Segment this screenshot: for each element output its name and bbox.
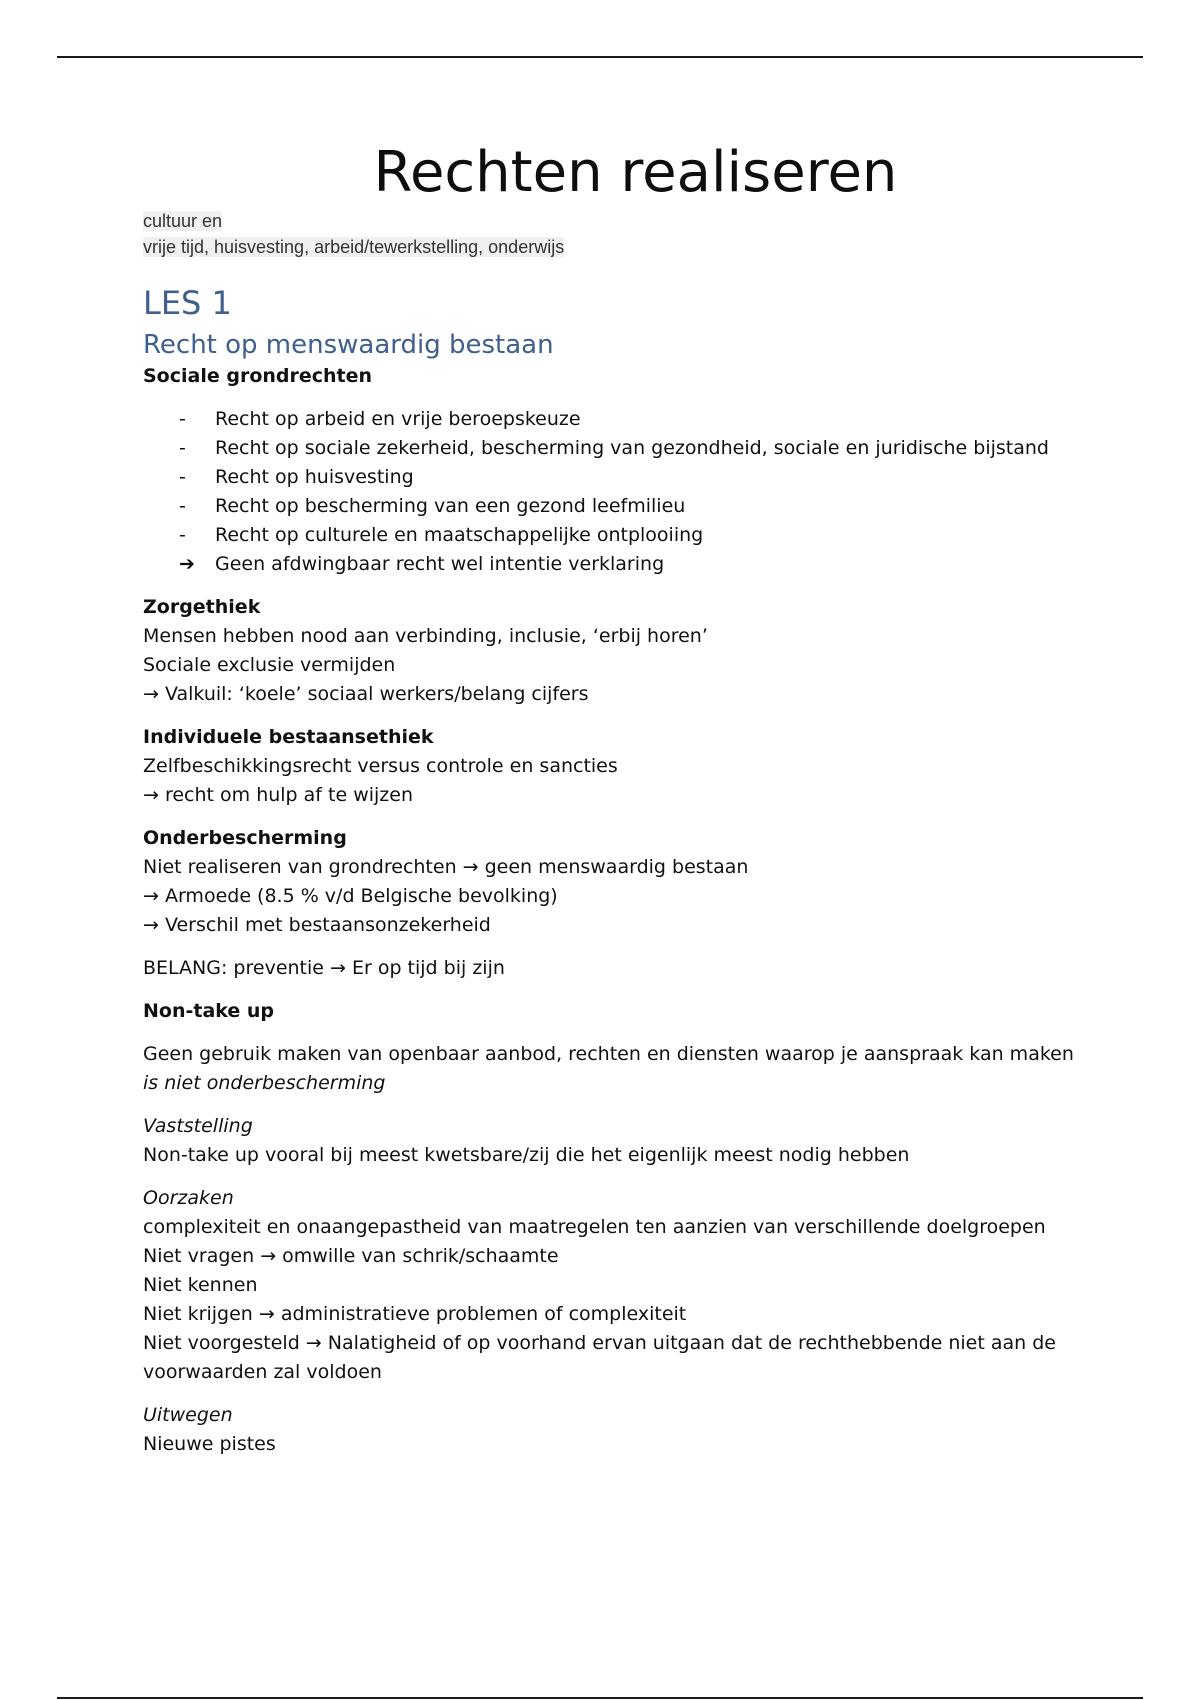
document-title: Rechten realiseren bbox=[373, 140, 898, 205]
text-line: → Armoede (8.5 % v/d Belgische bevolking) bbox=[143, 885, 558, 907]
heading-zorgethiek: Zorgethiek bbox=[143, 596, 261, 618]
non-take-up-definition: Geen gebruik maken van openbaar aanbod, rechten en diensten waarop je aanspraak kan maken bbox=[143, 1043, 1074, 1065]
bottom-rule bbox=[57, 1697, 1143, 1699]
subtitle-line-2: vrije tijd, huisvesting, arbeid/tewerkstelling, onderwijs bbox=[143, 237, 565, 257]
conclusion-item: ➔ Geen afdwingbaar recht wel intentie verklaring bbox=[143, 550, 1143, 579]
heading-individuele-bestaansethiek: Individuele bestaansethiek bbox=[143, 726, 434, 748]
dash-bullet: - bbox=[179, 495, 186, 517]
list-item: - Recht op bescherming van een gezond leefmilieu bbox=[143, 492, 1143, 521]
section-individuele-bestaansethiek bbox=[143, 723, 1143, 810]
heading-sociale-grondrechten: Sociale grondrechten bbox=[143, 365, 373, 387]
section-zorgethiek bbox=[143, 593, 1143, 709]
section-non-take-up bbox=[143, 997, 1143, 1098]
heading-oorzaken: Oorzaken bbox=[143, 1187, 234, 1209]
heading-vaststelling: Vaststelling bbox=[143, 1115, 253, 1137]
belang-line: BELANG: preventie → Er op tijd bij zijn bbox=[143, 957, 505, 979]
text-line: Sociale exclusie vermijden bbox=[143, 654, 396, 676]
text-line: Niet kennen bbox=[143, 1274, 258, 1296]
text-line: Zelfbeschikkingsrecht versus controle en sancties bbox=[143, 755, 618, 777]
heading-non-take-up: Non-take up bbox=[143, 1000, 275, 1022]
text-line: Niet realiseren van grondrechten → geen menswaardig bestaan bbox=[143, 856, 749, 878]
section-uitwegen bbox=[143, 1401, 1143, 1459]
section-onderbescherming bbox=[143, 824, 1143, 940]
text-line: Mensen hebben nood aan verbinding, inclusie, ‘erbij horen’ bbox=[143, 625, 708, 647]
text-line: Non-take up vooral bij meest kwetsbare/zij die het eigenlijk meest nodig hebben bbox=[143, 1144, 910, 1166]
text-line: Niet voorgesteld → Nalatigheid of op voorhand ervan uitgaan dat de rechthebbende niet aan de bbox=[143, 1332, 1056, 1354]
list-item: - Recht op culturele en maatschappelijke ontplooiing bbox=[143, 521, 1143, 550]
subtitle-line-1: cultuur en bbox=[143, 211, 223, 231]
heading-onderbescherming: Onderbescherming bbox=[143, 827, 347, 849]
text-line: complexiteit en onaangepastheid van maatregelen ten aanzien van verschillende doelgroepen bbox=[143, 1216, 1046, 1238]
dash-bullet: - bbox=[179, 408, 186, 430]
text-line: → Verschil met bestaansonzekerheid bbox=[143, 914, 491, 936]
section-oorzaken bbox=[143, 1184, 1143, 1387]
text-line: → recht om hulp af te wijzen bbox=[143, 784, 414, 806]
sociale-grondrechten-list bbox=[143, 405, 1143, 579]
subtitle bbox=[143, 208, 1143, 260]
document-body bbox=[143, 140, 1143, 1459]
text-line: voorwaarden zal voldoen bbox=[143, 1361, 382, 1383]
dash-bullet: - bbox=[179, 466, 186, 488]
list-item: - Recht op arbeid en vrije beroepskeuze bbox=[143, 405, 1143, 434]
text-line: Niet vragen → omwille van schrik/schaamte bbox=[143, 1245, 559, 1267]
heading-les: LES 1 bbox=[143, 284, 232, 322]
list-item: - Recht op sociale zekerheid, bescherming van gezondheid, sociale en juridische bijstand bbox=[143, 434, 1143, 463]
text-line: Niet krijgen → administratieve problemen of complexiteit bbox=[143, 1303, 687, 1325]
non-take-up-note: is niet onderbescherming bbox=[143, 1072, 386, 1094]
arrow-icon: ➔ bbox=[179, 553, 195, 575]
top-rule bbox=[57, 56, 1143, 58]
text-line: → Valkuil: ‘koele’ sociaal werkers/belang cijfers bbox=[143, 683, 589, 705]
dash-bullet: - bbox=[179, 524, 186, 546]
heading-recht-menswaardig: Recht op menswaardig bestaan bbox=[143, 330, 554, 360]
dash-bullet: - bbox=[179, 437, 186, 459]
list-item: - Recht op huisvesting bbox=[143, 463, 1143, 492]
text-line: Nieuwe pistes bbox=[143, 1433, 276, 1455]
heading-uitwegen: Uitwegen bbox=[143, 1404, 233, 1426]
section-vaststelling bbox=[143, 1112, 1143, 1170]
